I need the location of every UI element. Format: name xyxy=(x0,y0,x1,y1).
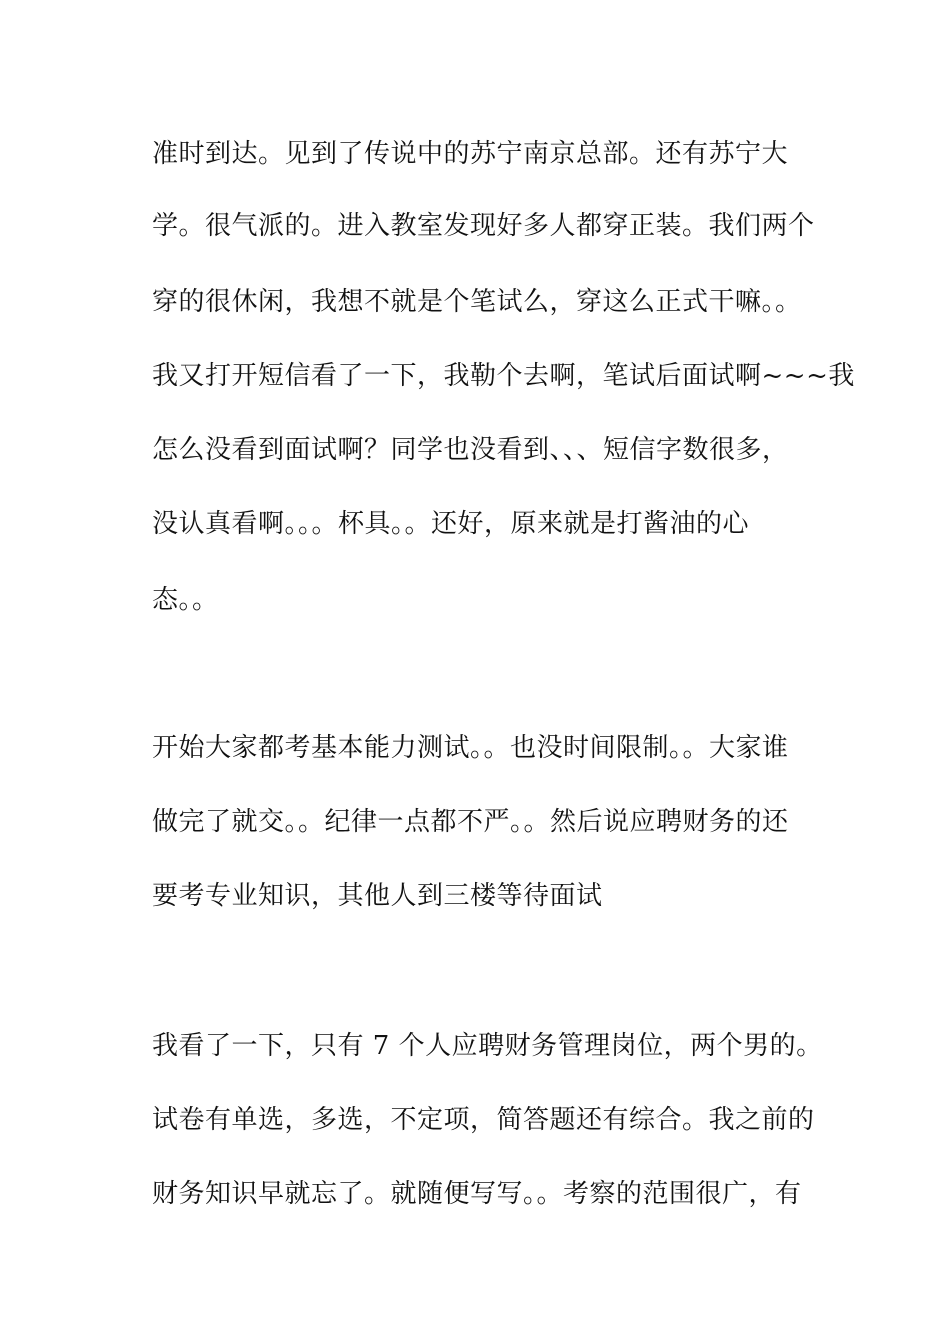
text-line: 试卷有单选，多选，不定项，简答题还有综合。我之前的 xyxy=(152,1105,815,1135)
text-line: 学。很气派的。进入教室发现好多人都穿正装。我们两个 xyxy=(152,211,815,241)
text-line: 我又打开短信看了一下，我勒个去啊，笔试后面试啊~~~我 xyxy=(152,361,855,391)
text-line: 穿的很休闲，我想不就是个笔试么，穿这么正式干嘛。。 xyxy=(152,287,802,317)
text-line: 要考专业知识，其他人到三楼等待面试 xyxy=(152,881,603,911)
text-line: 开始大家都考基本能力测试。。也没时间限制。。大家谁 xyxy=(152,733,789,763)
text-line: 态。。 xyxy=(152,585,219,615)
text-line: 没认真看啊。。。杯具。。还好，原来就是打酱油的心 xyxy=(152,509,750,539)
text-line: 财务知识早就忘了。就随便写写。。考察的范围很广，有 xyxy=(152,1179,802,1209)
text-line: 准时到达。见到了传说中的苏宁南京总部。还有苏宁大 xyxy=(152,139,789,169)
text-line: 我看了一下，只有 7 个人应聘财务管理岗位，两个男的。 xyxy=(152,1031,823,1061)
text-line: 做完了就交。。纪律一点都不严。。然后说应聘财务的还 xyxy=(152,807,789,837)
text-line: 怎么没看到面试啊？同学也没看到、、、短信字数很多， xyxy=(152,435,789,465)
